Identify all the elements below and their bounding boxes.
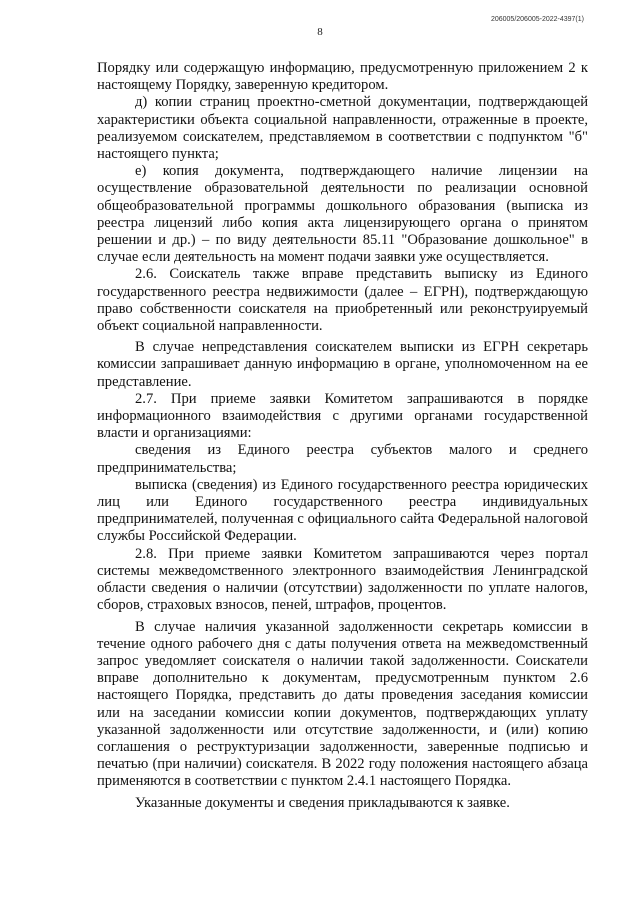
- paragraph-item-e: е) копия документа, подтверждающего наличие лицензии на осуществление образовательной деятельности по реализации основной общеобразовательной программы дошкольного образования (выписка из реестра лицензий либо копия акта лицензирующего органа о принятом решении и др.) – по виду деятельности 85.11 "Образование дошкольное" в случае если деятельность на момент подачи заявки уже осуществляется.: [97, 163, 588, 266]
- paragraph-egrul-extract: выписка (сведения) из Единого государственного реестра юридических лиц или Единого государственного реестра индивидуальных предпринимателей, полученная с официального сайта Федеральной налоговой службы Российской Федерации.: [97, 476, 588, 545]
- document-id: 206005/206005-2022-4397(1): [490, 16, 584, 23]
- paragraph-continuation: Порядку или содержащую информацию, предусмотренную приложением 2 к настоящему Порядку, заверенную кредитором.: [97, 60, 588, 94]
- page-number: 8: [317, 26, 323, 38]
- paragraph-2-8: 2.8. При приеме заявки Комитетом запрашиваются через портал системы межведомственного электронного взаимодействия Ленинградской области сведения о наличии (отсутствии) задолженности по уплате налогов, сборов, страховых взносов, пеней, штрафов, процентов.: [97, 545, 588, 614]
- paragraph-item-d: д) копии страниц проектно-сметной документации, подтверждающей характеристики объекта социальной направленности, отраженные в проекте, реализуемом соискателем, представляемом в соответствии с подпунктом "б" настоящего пункта;: [97, 94, 588, 163]
- paragraph-2-7: 2.7. При приеме заявки Комитетом запрашиваются в порядке информационного взаимодействия с другими органами государственной власти и организациями:: [97, 390, 588, 442]
- paragraph-2-6: 2.6. Соискатель также вправе представить выписку из Единого государственного реестра недвижимости (далее – ЕГРН), подтверждающую право собственности соискателя на приобретенный или реконструируемый объект социальной направленности.: [97, 266, 588, 335]
- paragraph-egrn-request: В случае непредставления соискателем выписки из ЕГРН секретарь комиссии запрашивает данную информацию в органе, уполномоченном на ее представление.: [97, 339, 588, 390]
- paragraph-debt-notice: В случае наличия указанной задолженности секретарь комиссии в течение одного рабочего дня с даты получения ответа на межведомственный запрос уведомляет соискателя о наличии такой задолженности. Соискатели вправе дополнительно к документам, предусмотренным пунктом 2.6 настоящего Порядка, представить до даты проведения заседания комиссии или на заседании комиссии копии документов, подтверждающих уплату указанной задолженности или отсутствие задолженности, и (или) копию соглашения о реструктуризации задолженности, заверенные подписью и печатью (при наличии) соискателя. В 2022 году положения настоящего абзаца применяются в соответствии с пунктом 2.4.1 настоящего Порядка.: [97, 618, 588, 790]
- paragraph-sme-registry: сведения из Единого реестра субъектов малого и среднего предпринимательства;: [97, 442, 588, 476]
- document-body: [97, 60, 588, 812]
- paragraph-attachments: Указанные документы и сведения прикладываются к заявке.: [135, 794, 510, 811]
